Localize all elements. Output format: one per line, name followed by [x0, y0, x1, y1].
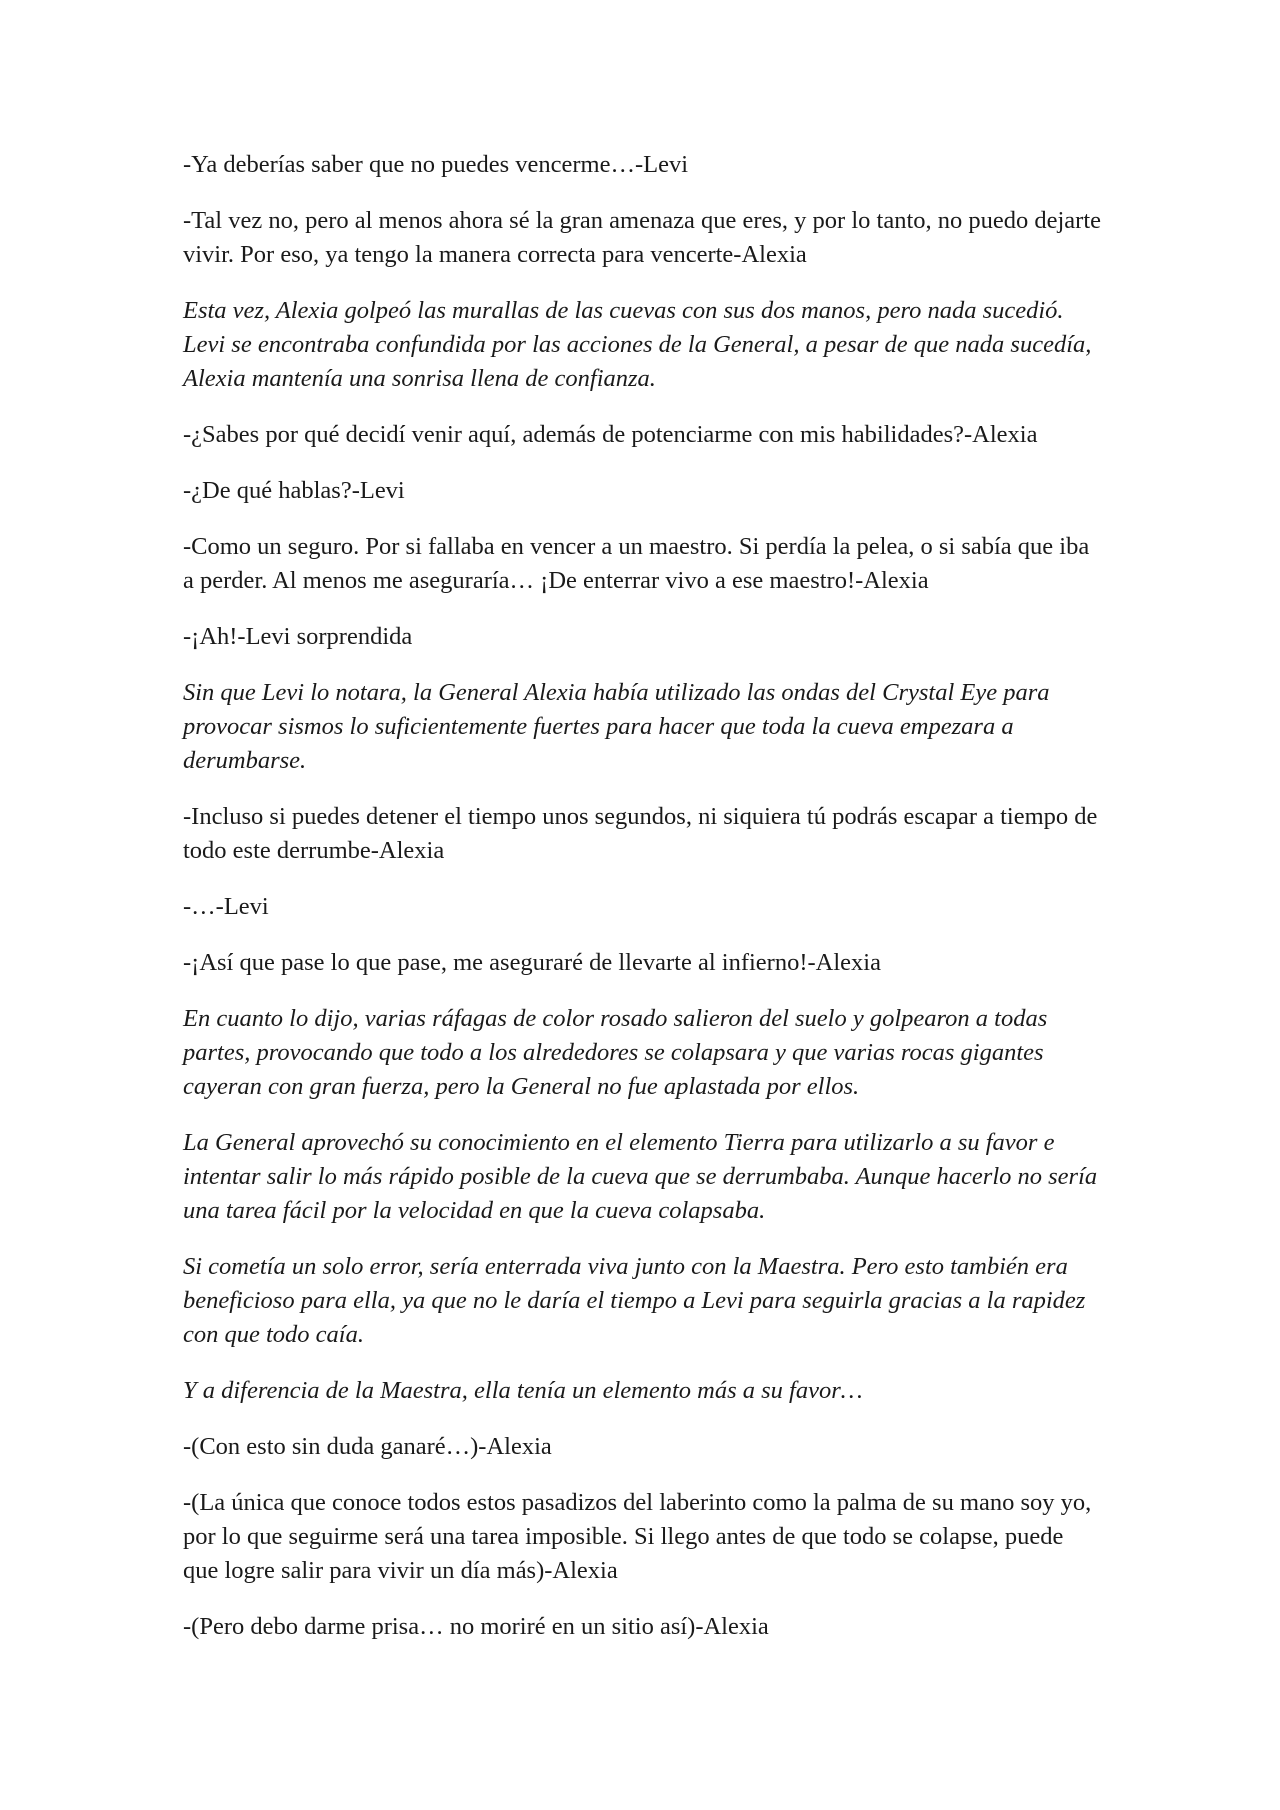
paragraph-dialogue: -¡Ah!-Levi sorprendida [183, 623, 413, 650]
paragraph-narration: Esta vez, Alexia golpeó las murallas de las cuevas con sus dos manos, pero nada sucedió. Levi se encontraba confundida por las acciones de la General, a pesar de que nada sucedía, Alexia mantenía una sonrisa llena de confianza. [183, 297, 1092, 392]
paragraph-narration: En cuanto lo dijo, varias ráfagas de color rosado salieron del suelo y golpearon a todas partes, provocando que todo a los alrededores se colapsara y que varias rocas gigantes cayeran con gran fuerza, pero la General no fue aplastada por ellos. [183, 1005, 1048, 1100]
paragraph-dialogue: -…-Levi [183, 893, 269, 920]
paragraph-dialogue: -Tal vez no, pero al menos ahora sé la gran amenaza que eres, y por lo tanto, no puedo dejarte vivir. Por eso, ya tengo la manera correcta para vencerte-Alexia [183, 207, 1102, 268]
paragraph-dialogue: -Como un seguro. Por si fallaba en vencer a un maestro. Si perdía la pelea, o si sabía que iba a perder. Al menos me aseguraría… ¡De enterrar vivo a ese maestro!-Alexia [183, 533, 1090, 594]
paragraph-narration: Si cometía un solo error, sería enterrada viva junto con la Maestra. Pero esto también era beneficioso para ella, ya que no le daría el tiempo a Levi para seguirla gracias a la rapidez con que todo caía. [183, 1253, 1086, 1348]
paragraph-narration: Y a diferencia de la Maestra, ella tenía un elemento más a su favor… [183, 1377, 863, 1404]
paragraph-dialogue: -¿De qué hablas?-Levi [183, 477, 405, 504]
paragraph-dialogue: -Ya deberías saber que no puedes vencerme…-Levi [183, 151, 689, 178]
paragraph-narration: Sin que Levi lo notara, la General Alexia había utilizado las ondas del Crystal Eye para provocar sismos lo suficientemente fuertes para hacer que toda la cueva empezara a derumbarse. [183, 679, 1050, 774]
paragraph-dialogue: -(La única que conoce todos estos pasadizos del laberinto como la palma de su mano soy yo, por lo que seguirme será una tarea imposible. Si llego antes de que todo se colapse, puede que logre salir para vivir un día más)-Alexia [183, 1489, 1092, 1584]
paragraph-dialogue: -(Pero debo darme prisa… no moriré en un sitio así)-Alexia [183, 1613, 769, 1640]
paragraph-narration: La General aprovechó su conocimiento en el elemento Tierra para utilizarlo a su favor e intentar salir lo más rápido posible de la cueva que se derrumbaba. Aunque hacerlo no sería una tarea fácil por la velocidad en que la cueva colapsaba. [183, 1129, 1098, 1224]
paragraph-dialogue: -¿Sabes por qué decidí venir aquí, además de potenciarme con mis habilidades?-Alexia [183, 421, 1038, 448]
paragraph-dialogue: -(Con esto sin duda ganaré…)-Alexia [183, 1433, 552, 1460]
document-body [183, 148, 1103, 1666]
paragraph-dialogue: -¡Así que pase lo que pase, me aseguraré de llevarte al infierno!-Alexia [183, 949, 881, 976]
paragraph-dialogue: -Incluso si puedes detener el tiempo unos segundos, ni siquiera tú podrás escapar a tiempo de todo este derrumbe-Alexia [183, 803, 1098, 864]
